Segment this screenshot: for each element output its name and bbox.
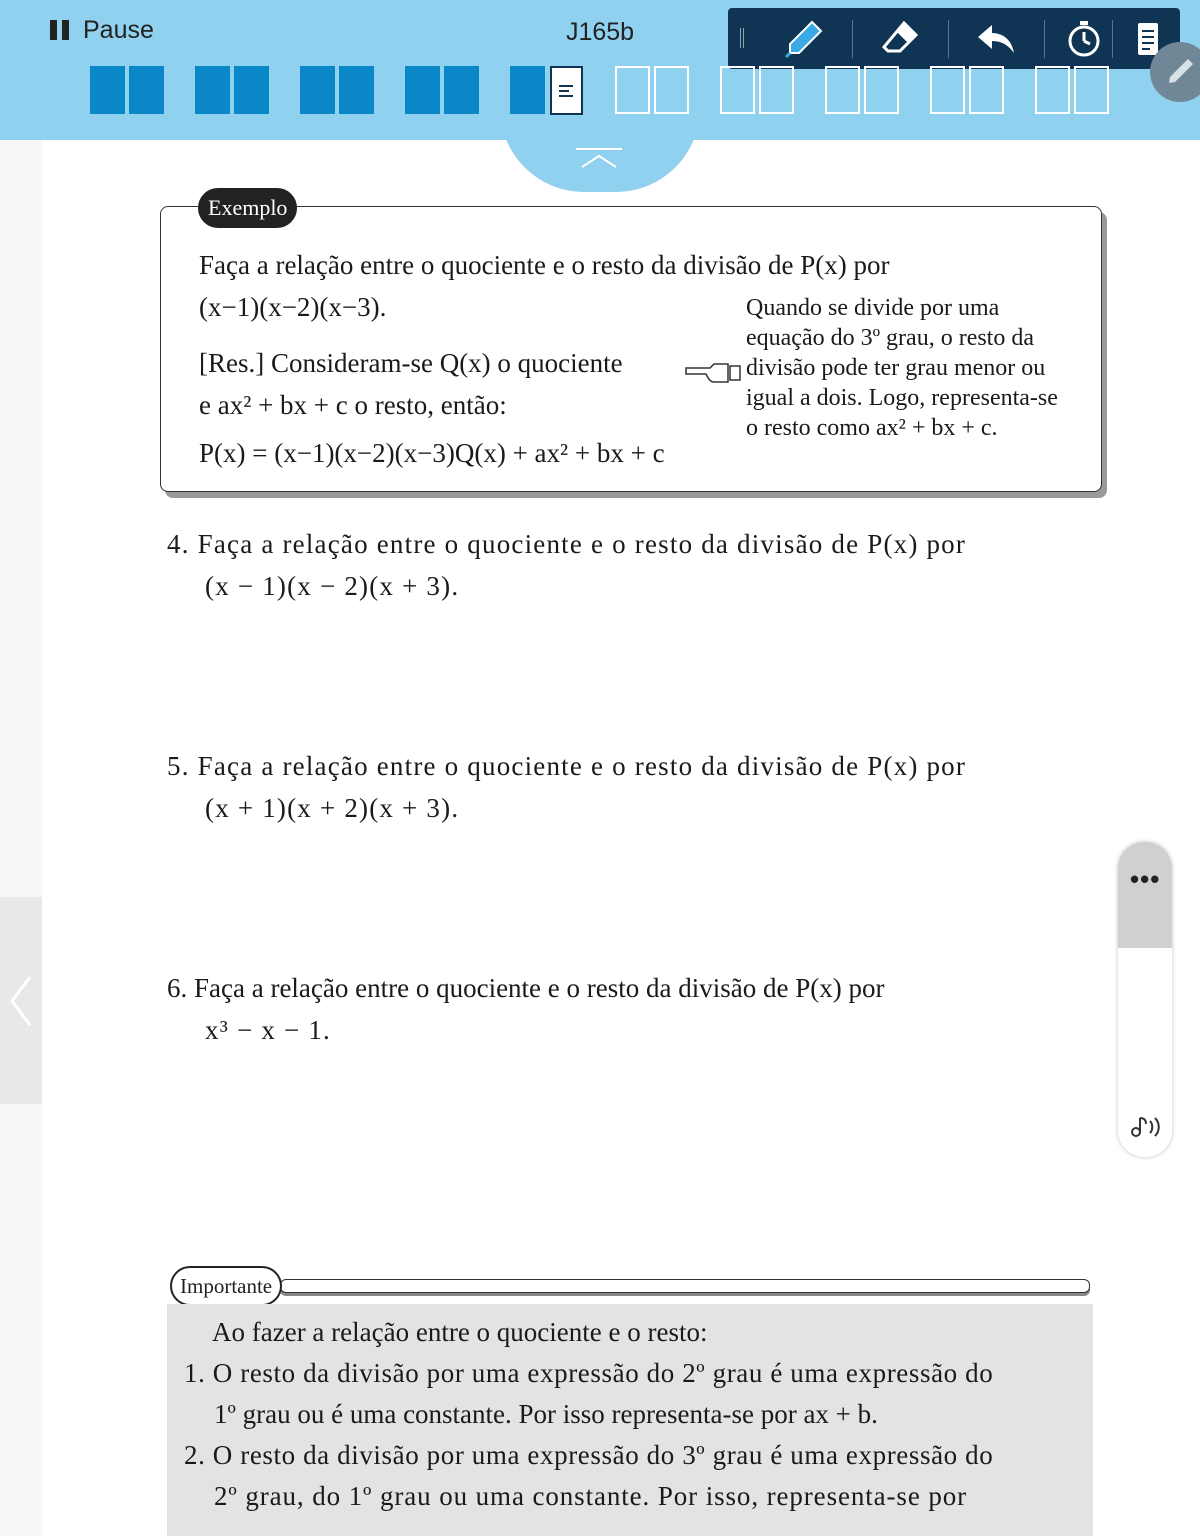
previous-page-button[interactable] xyxy=(0,897,42,1104)
page-thumb[interactable] xyxy=(720,66,794,116)
example-res-line2: e ax² + bx + c o resto, então: xyxy=(199,390,507,420)
question-number: 6. xyxy=(167,973,188,1003)
importante-rule xyxy=(280,1279,1090,1293)
importante-intro: Ao fazer a relação entre o quociente e o resto: xyxy=(212,1317,708,1347)
example-statement: Faça a relação entre o quociente e o resto da divisão de P(x) por xyxy=(199,250,890,280)
importante-item1-line1: 1. O resto da divisão por uma expressão do 2º grau é uma expressão do xyxy=(184,1358,994,1388)
chevron-up-icon[interactable] xyxy=(574,146,624,177)
page-thumb[interactable] xyxy=(825,66,899,116)
annotation-toolbar xyxy=(728,8,1180,69)
example-note-line: igual a dois. Logo, representa-se xyxy=(746,385,1058,411)
importante-tag: Importante xyxy=(170,1266,282,1306)
undo-icon[interactable] xyxy=(974,18,1018,60)
question-number: 5. xyxy=(167,751,190,781)
question-number: 4. xyxy=(167,529,190,559)
example-formula: P(x) = (x−1)(x−2)(x−3)Q(x) + ax² + bx + c xyxy=(199,438,665,468)
page-thumb[interactable] xyxy=(90,66,164,116)
page-thumb[interactable] xyxy=(405,66,479,116)
pause-icon xyxy=(50,20,69,40)
importante-item1-line2: 1º grau ou é uma constante. Por isso representa-se por ax + b. xyxy=(214,1399,878,1429)
page-thumb[interactable] xyxy=(300,66,374,116)
highlighter-icon[interactable] xyxy=(782,18,826,60)
chevron-left-icon xyxy=(8,973,34,1029)
audio-icon[interactable] xyxy=(1130,1114,1162,1145)
left-margin xyxy=(0,140,42,1536)
example-tag: Exemplo xyxy=(198,188,297,228)
question-text: Faça a relação entre o quociente e o resto da divisão de P(x) por xyxy=(197,529,967,559)
importante-item2-line1: 2. O resto da divisão por uma expressão do 3º grau é uma expressão do xyxy=(184,1440,994,1470)
example-divisor: (x−1)(x−2)(x−3). xyxy=(199,292,387,322)
question-6-expr: x³ − x − 1. xyxy=(205,1015,331,1045)
pointing-hand-icon xyxy=(684,360,744,391)
importante-item2-line2: 2º grau, do 1º grau ou uma constante. Por isso, representa-se por xyxy=(214,1481,968,1511)
page-thumb[interactable] xyxy=(1035,66,1109,116)
example-note-line: equação do 3º grau, o resto da xyxy=(746,325,1034,351)
drag-handle[interactable] xyxy=(740,28,744,48)
question-5 xyxy=(167,749,966,783)
page-code: J165b xyxy=(565,18,635,46)
timer-icon[interactable] xyxy=(1062,18,1106,60)
side-panel xyxy=(1118,842,1172,1157)
side-panel-handle[interactable] xyxy=(1118,842,1172,948)
page-thumb[interactable] xyxy=(930,66,1004,116)
question-text: Faça a relação entre o quociente e o resto da divisão de P(x) por xyxy=(194,973,885,1003)
pause-label: Pause xyxy=(83,15,154,44)
eraser-icon[interactable] xyxy=(878,18,922,60)
more-options-icon[interactable]: ••• xyxy=(1130,864,1161,894)
question-text: Faça a relação entre o quociente e o resto da divisão de P(x) por xyxy=(197,751,967,781)
page-thumb[interactable] xyxy=(615,66,689,116)
example-note-line: o resto como ax² + bx + c. xyxy=(746,415,998,441)
question-5-expr: (x + 1)(x + 2)(x + 3). xyxy=(205,793,460,823)
current-page-icon[interactable] xyxy=(550,66,583,115)
question-4-expr: (x − 1)(x − 2)(x + 3). xyxy=(205,571,460,601)
pause-button[interactable] xyxy=(50,14,154,46)
question-4 xyxy=(167,527,966,561)
page-thumb[interactable] xyxy=(195,66,269,116)
example-res-line1: [Res.] Consideram-se Q(x) o quociente xyxy=(199,348,623,378)
example-note-line: divisão pode ter grau menor ou xyxy=(746,355,1046,381)
example-note-line: Quando se divide por uma xyxy=(746,295,1000,321)
question-6 xyxy=(167,971,884,1005)
